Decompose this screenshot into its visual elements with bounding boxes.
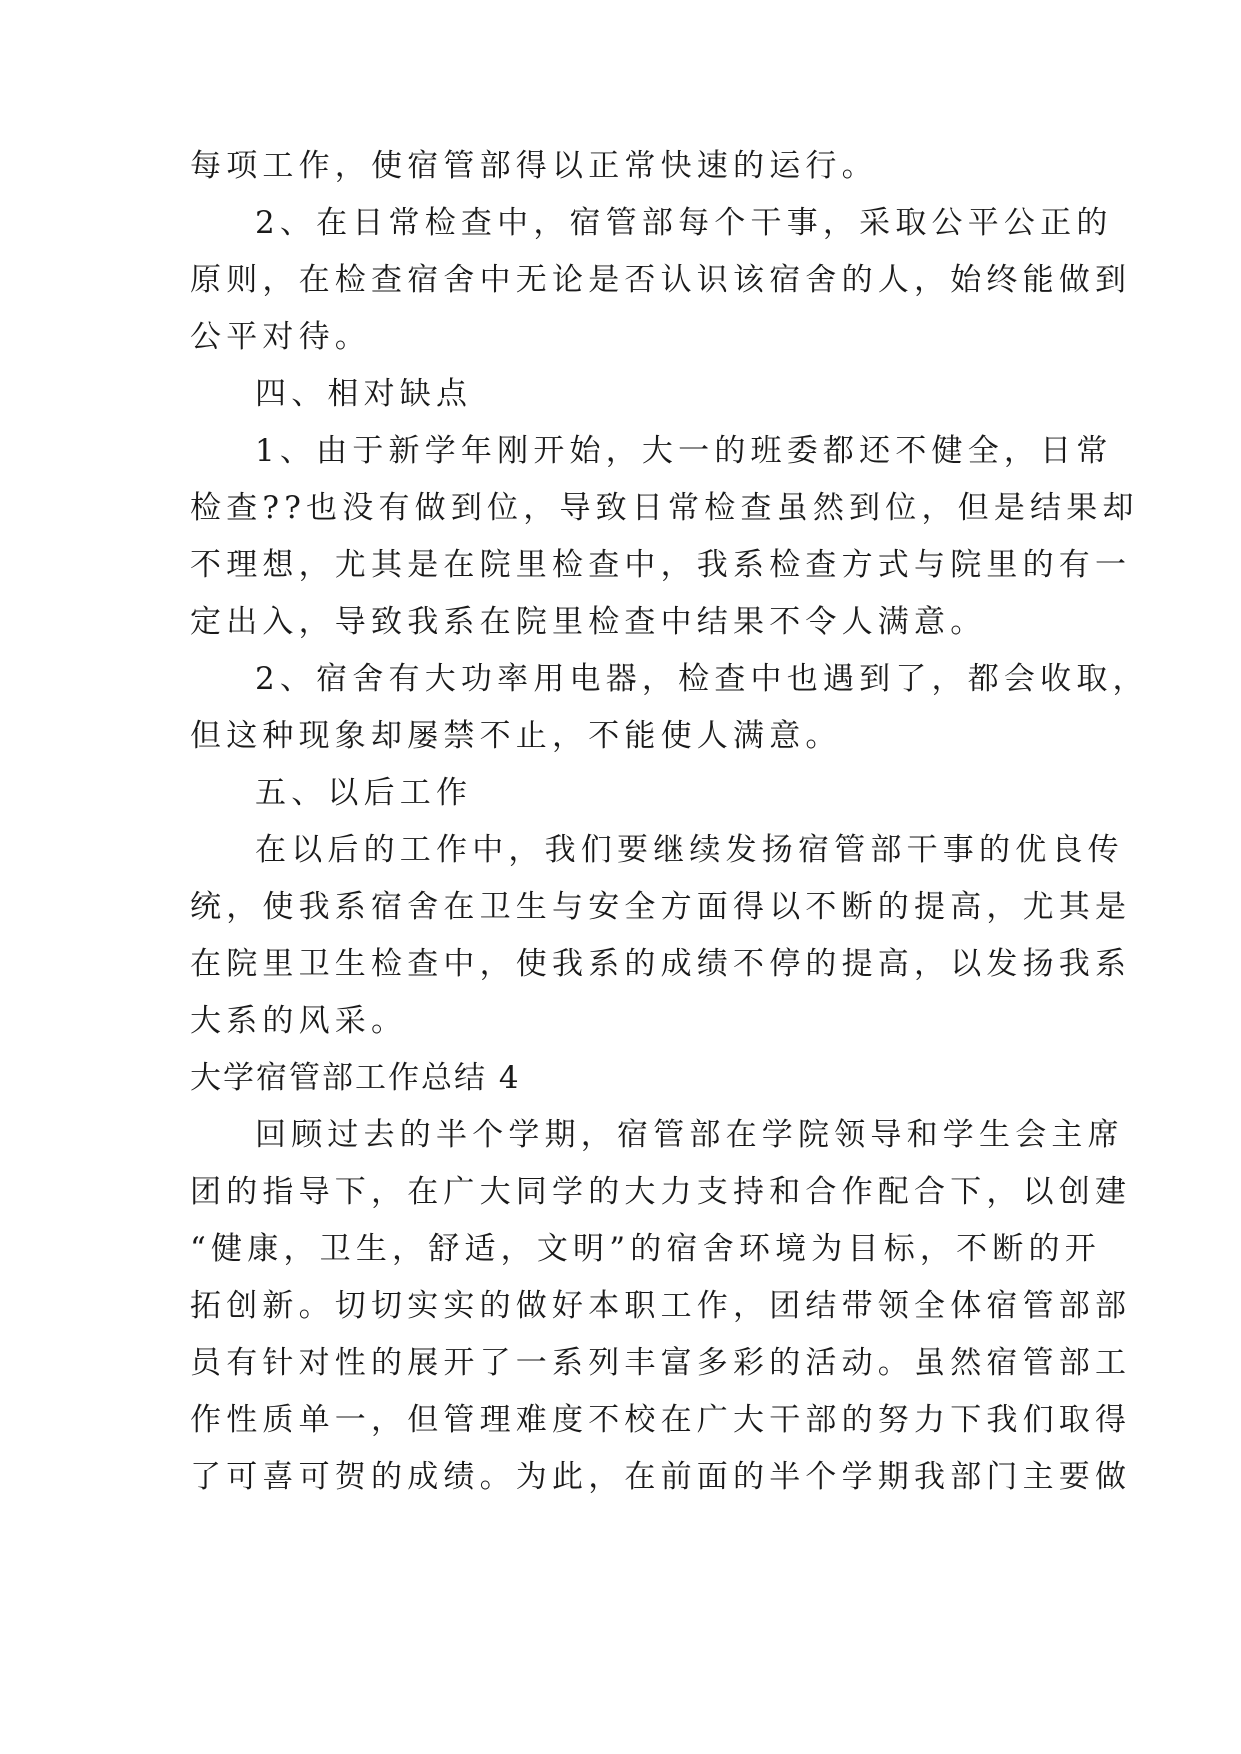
text-line: 了可喜可贺的成绩。为此，在前面的半个学期我部门主要做 (190, 1459, 1132, 1495)
text-line: “健康，卫生，舒适，文明”的宿舍环境为目标，不断的开 (190, 1231, 1101, 1267)
text-line: 但这种现象却屡禁不止，不能使人满意。 (190, 718, 842, 754)
text-line: 1、由于新学年刚开始，大一的班委都还不健全，日常 (255, 433, 1113, 469)
text-line: 统，使我系宿舍在卫生与安全方面得以不断的提高，尤其是 (190, 889, 1132, 925)
article-title: 大学宿管部工作总结 4 (190, 1060, 521, 1096)
text-line: 团的指导下，在广大同学的大力支持和合作配合下，以创建 (190, 1174, 1132, 1210)
text-line: 不理想，尤其是在院里检查中，我系检查方式与院里的有一 (190, 547, 1132, 583)
text-line: 公平对待。 (190, 319, 371, 355)
text-line: 回顾过去的半个学期，宿管部在学院领导和学生会主席 (255, 1117, 1124, 1153)
text-line: 检查??也没有做到位，导致日常检查虽然到位，但是结果却 (190, 490, 1139, 526)
text-line: 作性质单一，但管理难度不校在广大干部的努力下我们取得 (190, 1402, 1132, 1438)
text-line: 员有针对性的展开了一系列丰富多彩的活动。虽然宿管部工 (190, 1345, 1132, 1381)
text-line: 在以后的工作中，我们要继续发扬宿管部干事的优良传 (255, 832, 1124, 868)
text-line: 2、在日常检查中，宿管部每个干事，采取公平公正的 (255, 205, 1113, 241)
text-line: 定出入，导致我系在院里检查中结果不令人满意。 (190, 604, 987, 640)
text-line: 每项工作，使宿管部得以正常快速的运行。 (190, 148, 878, 184)
text-line: 原则，在检查宿舍中无论是否认识该宿舍的人，始终能做到 (190, 262, 1132, 298)
section-heading: 五、以后工作 (255, 775, 473, 811)
text-line: 2、宿舍有大功率用电器，检查中也遇到了，都会收取， (255, 661, 1149, 697)
section-heading: 四、相对缺点 (255, 376, 473, 412)
text-line: 大系的风采。 (190, 1003, 408, 1039)
text-line: 在院里卫生检查中，使我系的成绩不停的提高，以发扬我系 (190, 946, 1132, 982)
text-line: 拓创新。切切实实的做好本职工作，团结带领全体宿管部部 (190, 1288, 1132, 1324)
